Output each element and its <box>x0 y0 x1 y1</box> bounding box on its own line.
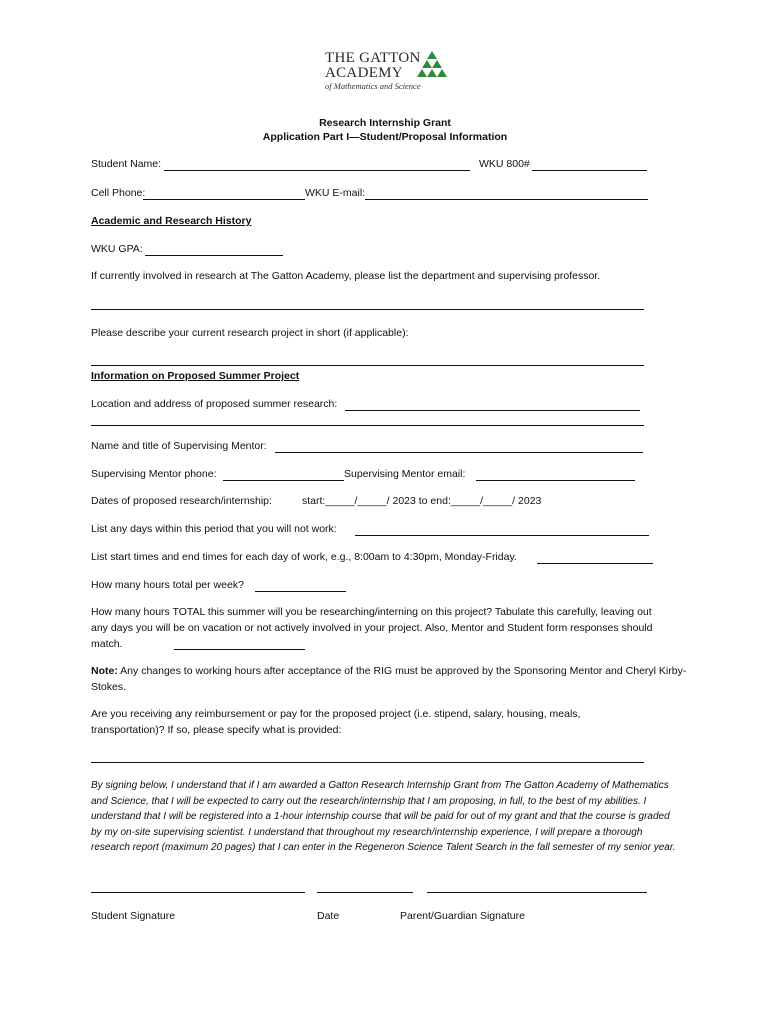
logo-line1: THE GATTON <box>325 50 421 66</box>
gatton-academy-logo <box>322 48 452 94</box>
note-paragraph <box>91 663 691 695</box>
start-end-times-label: List start times and end times for each day of work, e.g., 8:00am to 4:30pm, Monday-Friday. <box>91 551 517 563</box>
mentor-email-label: Supervising Mentor email: <box>344 468 466 480</box>
dates-label: Dates of proposed research/internship: <box>91 495 272 507</box>
academic-history-heading: Academic and Research History <box>91 215 252 227</box>
form-subtitle: Application Part I—Student/Proposal Information <box>262 131 508 143</box>
describe-project-label: Please describe your current research project in short (if applicable): <box>91 327 409 339</box>
note-label: Note: <box>91 665 118 677</box>
mentor-name-field[interactable] <box>275 452 643 453</box>
parent-signature-field[interactable] <box>427 892 647 893</box>
logo-line3: of Mathematics and Science <box>325 81 421 91</box>
mentor-email-field[interactable] <box>476 480 635 481</box>
student-name-label: Student Name: <box>91 158 162 170</box>
student-signature-field[interactable] <box>91 892 305 893</box>
cell-phone-field[interactable] <box>143 199 305 200</box>
wku-email-label: WKU E-mail: <box>305 187 366 199</box>
mentor-name-label: Name and title of Supervising Mentor: <box>91 440 267 452</box>
reimbursement-field[interactable] <box>91 762 644 763</box>
agreement-text: By signing below, I understand that if I am awarded a Gatton Research Internship Grant from The Gatton Academy of Mathematics and Science, that I will be expected to carry out the research/internship that I am proposing, in full, to the best of my abilities. I understand that I will be registered into a 1-hour internship course that will be paid for out of my grant and that the course is graded by my on-site supervising scientist. I understand that throughout my research/internship experience, I will prepare a thorough research report (maximum 20 pages) that I can enter in the Regeneron Science Talent Search in the fall semester of my senior year. <box>91 780 676 853</box>
wku-gpa-label: WKU GPA: <box>91 243 143 255</box>
form-title: Research Internship Grant <box>319 117 451 129</box>
mentor-phone-field[interactable] <box>223 480 344 481</box>
dates-field[interactable]: start:_____/_____/ 2023 to end:_____/_____/ 2023 <box>302 495 542 507</box>
date-label: Date <box>317 910 340 922</box>
wku-800-label: WKU 800# <box>479 158 530 170</box>
research-involved-label: If currently involved in research at The Gatton Academy, please list the department and supervising professor. <box>91 270 601 282</box>
triangle-logo-icon <box>417 50 447 80</box>
wku-800-field[interactable] <box>532 170 647 171</box>
cell-phone-label: Cell Phone: <box>91 187 146 199</box>
research-involved-field[interactable] <box>91 309 644 310</box>
location-field[interactable] <box>345 410 640 411</box>
start-end-times-field[interactable] <box>537 563 653 564</box>
proposed-project-heading: Information on Proposed Summer Project <box>91 370 300 382</box>
logo-line2: ACADEMY <box>325 65 403 81</box>
student-name-field[interactable] <box>164 170 470 171</box>
hours-total-field[interactable] <box>174 649 305 650</box>
mentor-phone-label: Supervising Mentor phone: <box>91 468 217 480</box>
hours-week-label: How many hours total per week? <box>91 579 244 591</box>
hours-total-label: How many hours TOTAL this summer will you be researching/interning on this project? Tabulate this carefully, leaving out any days you will be on vacation or not actively involved in your project. Also, Mentor and Student form responses should match. <box>91 606 653 650</box>
reimbursement-label: Are you receiving any reimbursement or pay for the proposed project (i.e. stipend, salary, housing, meals, transportation)? If so, please specify what is provided: <box>91 708 581 736</box>
wku-gpa-field[interactable] <box>145 255 283 256</box>
student-signature-label: Student Signature <box>91 910 176 922</box>
location-field-2[interactable] <box>91 425 644 426</box>
date-field[interactable] <box>317 892 413 893</box>
wku-email-field[interactable] <box>365 199 648 200</box>
days-not-work-field[interactable] <box>355 535 649 536</box>
days-not-work-label: List any days within this period that you will not work: <box>91 523 337 535</box>
hours-week-field[interactable] <box>255 591 346 592</box>
note-text: Any changes to working hours after acceptance of the RIG must be approved by the Sponsoring Mentor and Cheryl Kirby-Stokes. <box>91 665 687 693</box>
parent-signature-label: Parent/Guardian Signature <box>400 910 525 922</box>
describe-project-field[interactable] <box>91 365 644 366</box>
location-label: Location and address of proposed summer research: <box>91 398 338 410</box>
